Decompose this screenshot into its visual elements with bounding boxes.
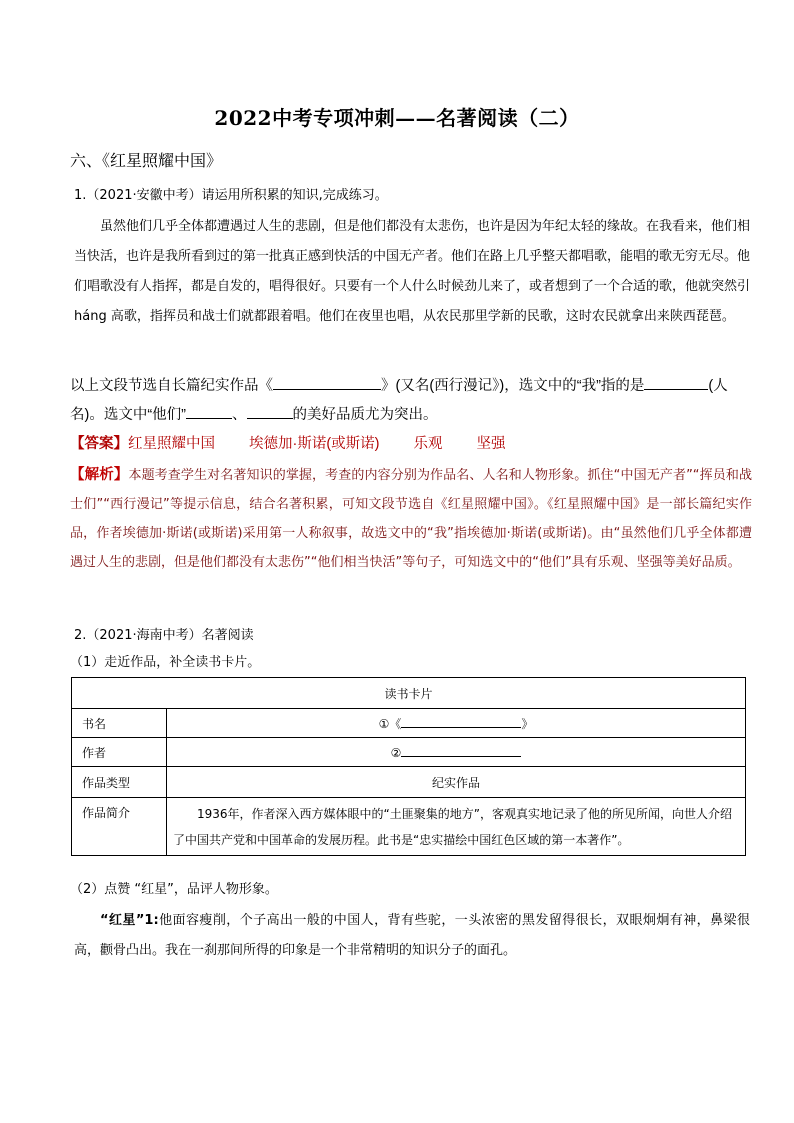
fill-text-1: 以上文段节选自长篇纪实作品《 xyxy=(70,378,273,394)
book-name-blank[interactable] xyxy=(401,715,521,728)
blank-narrator[interactable] xyxy=(644,375,708,390)
blank-title[interactable] xyxy=(273,375,381,390)
question-1-passage: 虽然他们几乎全体都遭遇过人生的悲剧，但是他们都没有太悲伤，也许是因为年纪太轻的缘故。在我看来，他们相当快活，也许是我所看到过的第一批真正感到快活的中国无产者。他们在路上几乎整天都唱歌，能唱的歌无穷无尽。他们唱歌没有人指挥，都是自发的，唱得很好。只要有一个人什么时候劲儿来了，或者想到了一个合适的歌，他就突然引 háng 高歌，指挥员和战士们就都跟着唱。他们在夜里也唱，从农民那里学新的民歌，这时农民就拿出来陕西琵琶。 xyxy=(74,219,751,324)
question-1-fill-in xyxy=(70,372,752,430)
genre-cell: 纪实作品 xyxy=(167,767,746,798)
analysis-block xyxy=(70,461,752,577)
reading-card-table xyxy=(71,677,746,856)
card-title: 读书卡片 xyxy=(72,678,746,709)
author-prefix: ② xyxy=(390,746,402,760)
fill-text-2: 》(又名(西行漫记》)，选文中的“我”指的是 xyxy=(381,378,645,394)
row-label-genre: 作品类型 xyxy=(72,767,167,798)
analysis-text: 本题考查学生对名著知识的掌握，考查的内容分别为作品名、人名和人物形象。抓住“中国无产者”“挥员和战士们”“西行漫记”等提示信息，结合名著积累，可知文段节选自《红星照耀中国》。《红星照耀中国》是一部长篇纪实作品，作者埃德加·斯诺(或斯诺)采用第一人称叙事，故选文中的“我”指埃德加·斯诺(或斯诺)。由“虽然他们几乎全体都遭遇过人生的悲剧，但是他们都没有太悲伤”“他们相当快活”等句子，可知选文中的“他们”具有乐观、坚强等美好品质。 xyxy=(70,468,752,570)
author-blank[interactable] xyxy=(401,744,521,757)
page-title: 2022中考专项冲刺——名著阅读（二） xyxy=(214,106,580,130)
fill-text-4: 、 xyxy=(232,407,247,423)
red-star-label: “红星”1: xyxy=(100,913,159,928)
answer-1: 红星照耀中国 xyxy=(128,436,215,452)
analysis-label: 【解析】 xyxy=(70,467,129,483)
row-label-author: 作者 xyxy=(72,738,167,767)
intro-text: 1936年，作者深入西方媒体眼中的“土匪聚集的地方”，客观真实地记录了他的所见所闻，向世人介绍了中国共产党和中国革命的发展历程。此书是“忠实描绘中国红色区域的第一本著作”。 xyxy=(173,806,732,847)
question-2-sub-2: （2）点赞 “红星”，品评人物形象。 xyxy=(70,882,278,897)
red-star-description xyxy=(74,906,750,966)
blank-quality-2[interactable] xyxy=(247,404,293,419)
answer-line xyxy=(70,432,506,453)
author-cell xyxy=(167,738,746,767)
answer-2: 埃德加·斯诺(或斯诺) xyxy=(249,436,380,452)
row-label-intro: 作品简介 xyxy=(72,798,167,856)
question-2-header: 2.（2021·海南中考）名著阅读 xyxy=(74,628,254,643)
blank-quality-1[interactable] xyxy=(186,404,232,419)
red-star-text: 他面容瘦削，个子高出一般的中国人，背有些驼，一头浓密的黑发留得很长，双眼炯炯有神，鼻梁很高，颧骨凸出。我在一刹那间所得的印象是一个非常精明的知识分子的面孔。 xyxy=(74,913,750,958)
answer-label: 【答案】 xyxy=(70,436,128,452)
answer-3: 乐观 xyxy=(413,436,443,452)
fill-text-5: 的美好品质尤为突出。 xyxy=(292,407,438,423)
fill-text-3: (人名)。选文中“他们” xyxy=(70,378,728,423)
intro-cell xyxy=(167,798,746,856)
book-name-suffix: 》 xyxy=(521,716,534,731)
question-1-header: 1.（2021·安徽中考）请运用所积累的知识,完成练习。 xyxy=(74,188,388,203)
book-name-cell xyxy=(167,709,746,738)
question-2-sub-1: （1）走近作品，补全读书卡片。 xyxy=(70,655,261,670)
book-name-prefix: ①《 xyxy=(378,716,402,731)
row-label-book-name: 书名 xyxy=(72,709,167,738)
answer-4: 坚强 xyxy=(476,436,506,452)
section-heading: 六、《红星照耀中国》 xyxy=(70,151,223,170)
